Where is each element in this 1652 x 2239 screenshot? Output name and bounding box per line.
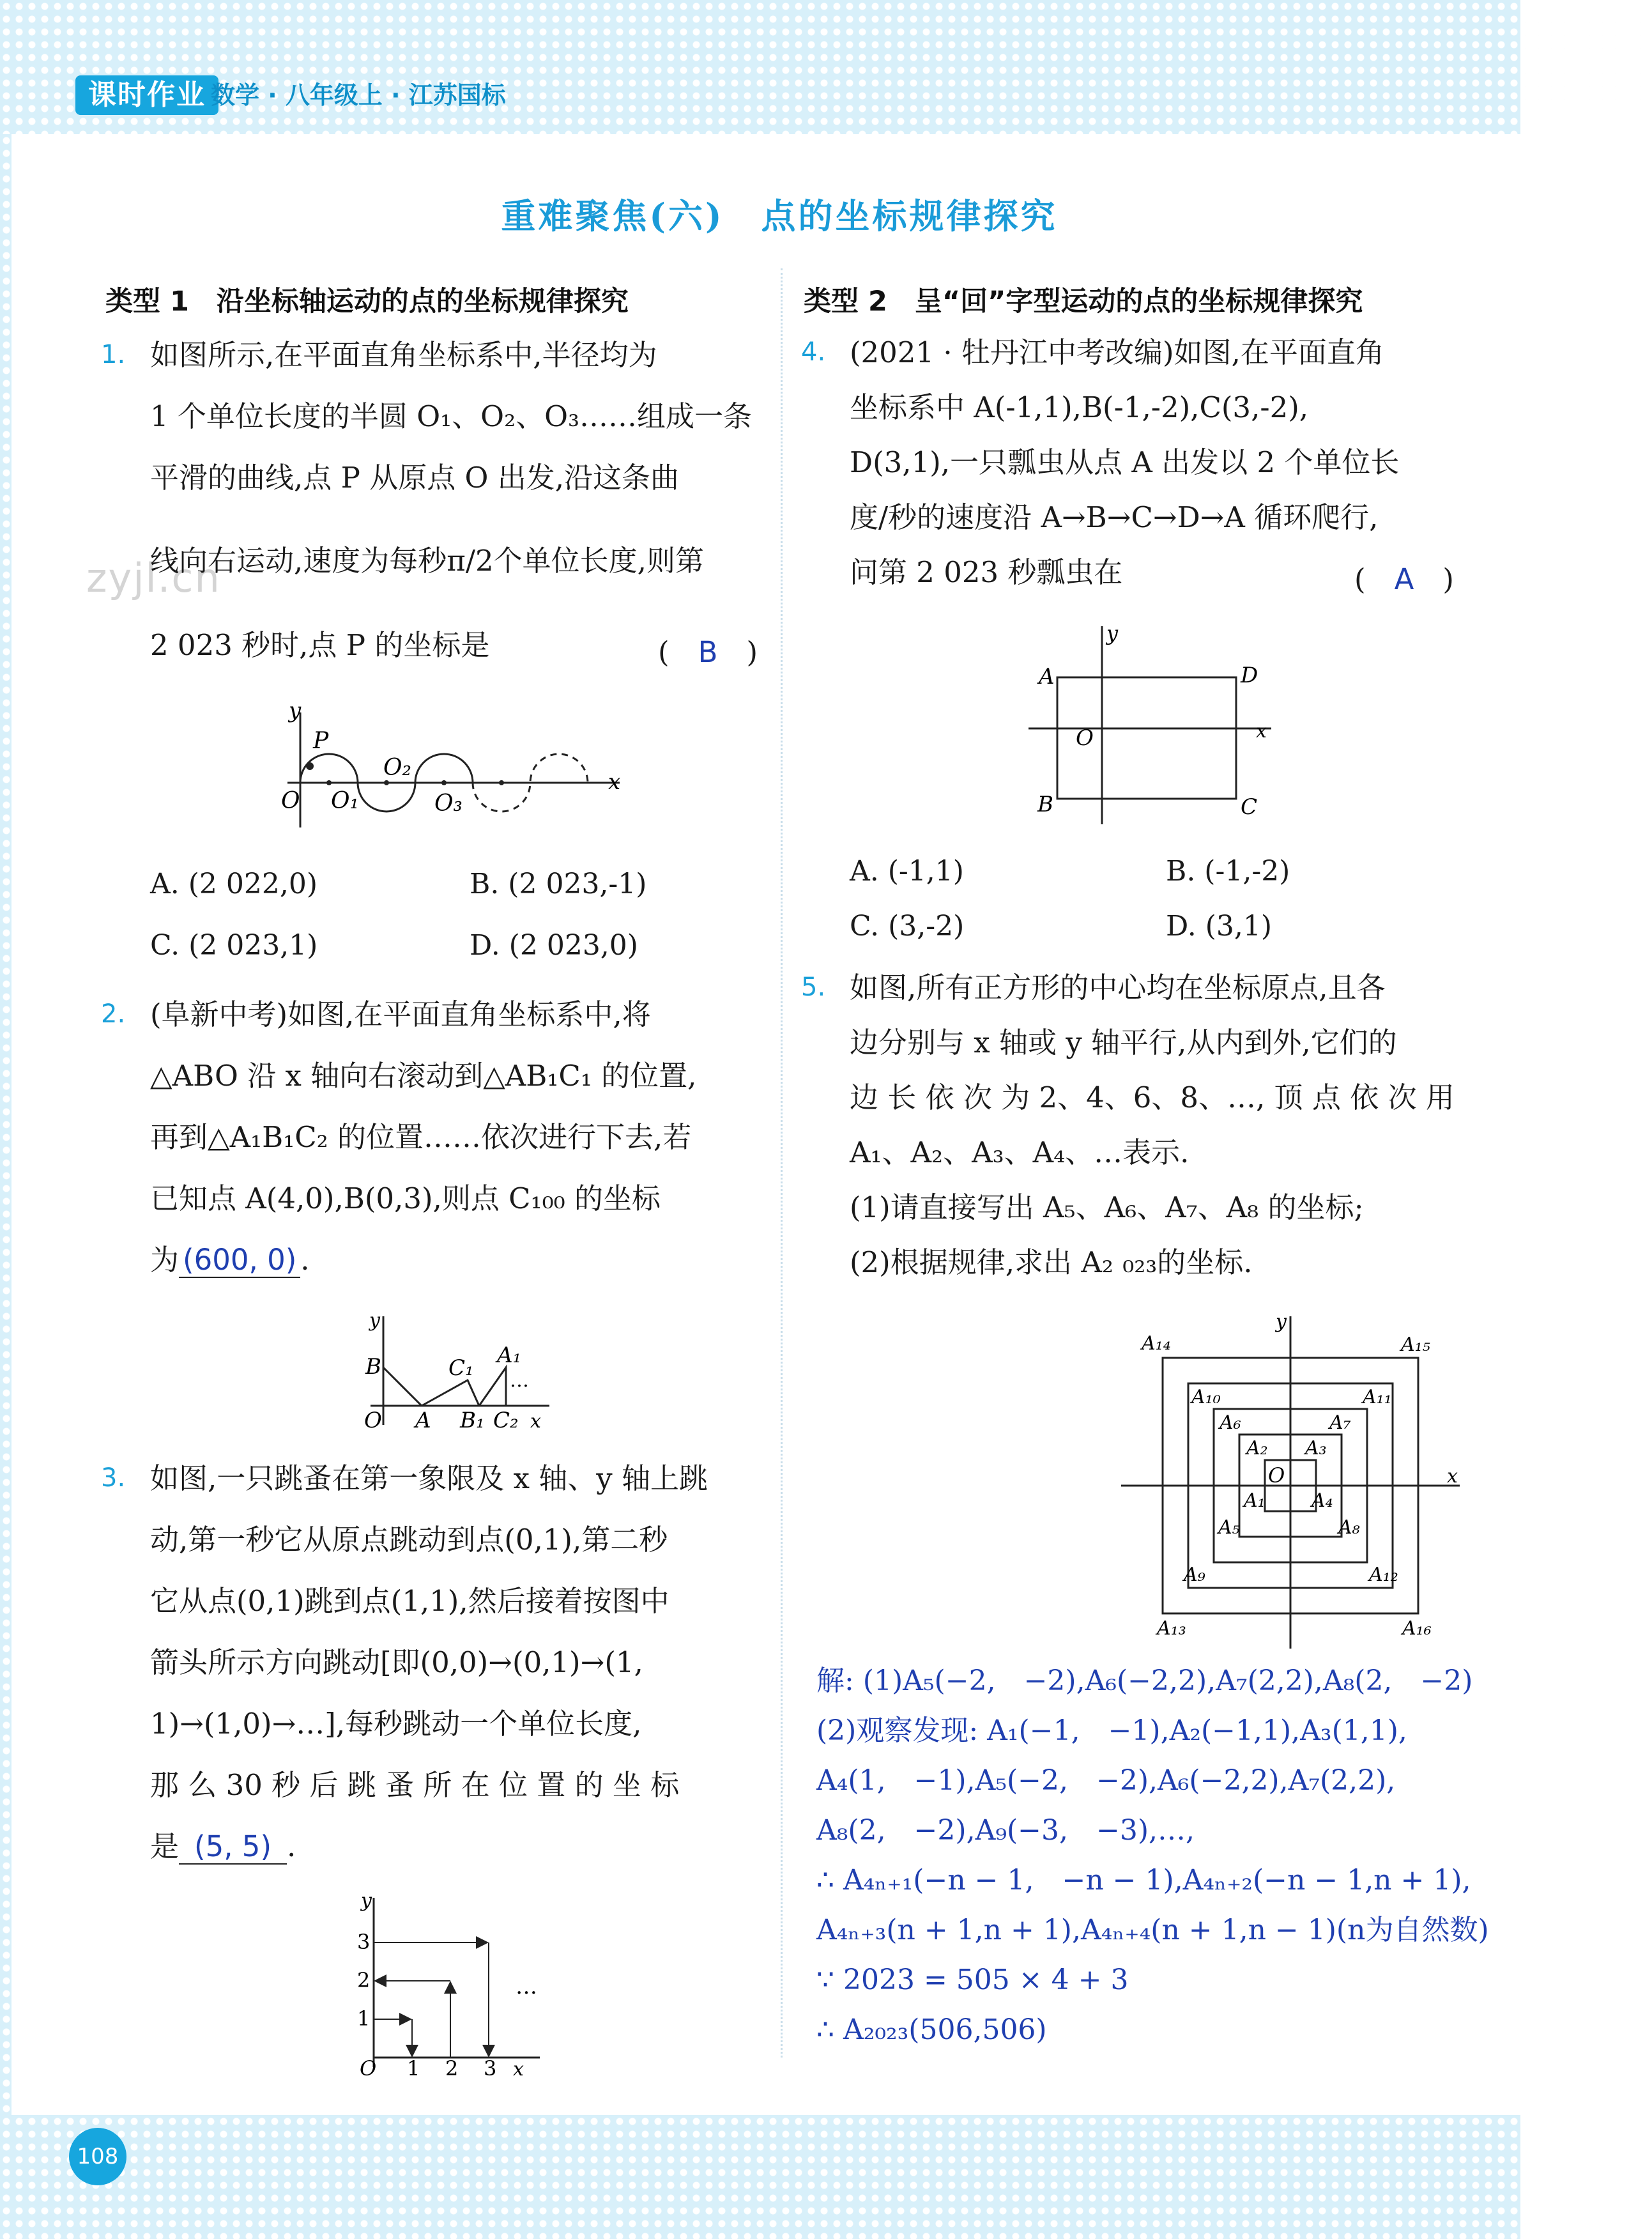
type1-heading: 类型 1 沿坐标轴运动的点的坐标规律探究 <box>105 286 629 318</box>
q3-fig-y: y <box>361 1889 372 1912</box>
q5-fig-a13: A₁₃ <box>1157 1617 1186 1640</box>
q3-fig-x2: 2 <box>445 2056 459 2077</box>
q5-fig-o: O <box>1268 1463 1285 1488</box>
q1-line-5: 2 023 秒时,点 P 的坐标是 <box>150 628 490 662</box>
q5-line-2: 边分别与 x 轴或 y 轴平行,从内到外,它们的 <box>850 1026 1397 1059</box>
q1-line-1: 如图所示,在平面直角坐标系中,半径均为 <box>150 338 657 372</box>
q1-fig-o: O <box>281 788 300 814</box>
q2-figure <box>358 1304 562 1431</box>
q5-solution-line-6: A₄ₙ₊₃(n + 1,n + 1),A₄ₙ₊₄(n + 1,n − 1)(n为自然数) <box>816 1914 1489 1946</box>
q3-line-5: 1)→(1,0)→…],每秒跳动一个单位长度, <box>150 1707 642 1741</box>
q5-fig-x: x <box>1447 1465 1458 1488</box>
q1-fig-y: y <box>289 700 302 723</box>
q2-line-2: △ABO 沿 x 轴向右滚动到△AB₁C₁ 的位置, <box>150 1059 697 1093</box>
q5-fig-a1: A₁ <box>1244 1489 1266 1512</box>
q5-fig-a2: A₂ <box>1246 1437 1268 1459</box>
q1-line-3: 平滑的曲线,点 P 从原点 O 出发,沿这条曲 <box>150 461 679 495</box>
q2-fig-x: x <box>530 1410 541 1431</box>
footer-band <box>0 2115 1520 2239</box>
q1-figure <box>275 700 632 840</box>
q4-option-c[interactable]: C. (3,-2) <box>850 910 965 943</box>
header-band-right <box>1520 0 1652 134</box>
q4-line-4: 度/秒的速度沿 A→B→C→D→A 循环爬行, <box>850 500 1379 534</box>
q5-line-3: 边 长 依 次 为 2、4、6、8、…, 顶 点 依 次 用 <box>850 1081 1455 1114</box>
q3-line-7-text: 是 <box>150 1829 180 1863</box>
q5-fig-a8: A₈ <box>1338 1516 1360 1539</box>
q2-fig-c2: C₂ <box>493 1408 519 1431</box>
q5-fig-a11: A₁₁ <box>1363 1386 1392 1408</box>
q3-fig-x: x <box>513 2058 524 2077</box>
page-title: 重难聚焦(六) 点的坐标规律探究 <box>501 196 1058 236</box>
q2-line-5: 为 (600, 0) . <box>150 1243 310 1277</box>
q2-line-1: (阜新中考)如图,在平面直角坐标系中,将 <box>150 997 651 1031</box>
q2-fig-a1: A₁ <box>497 1343 522 1368</box>
q1-fig-o1: O₁ <box>331 788 359 814</box>
q2-fig-b1: B₁ <box>460 1408 485 1431</box>
q5-fig-a7: A₇ <box>1329 1412 1351 1434</box>
q3-fig-y3: 3 <box>357 1930 371 1954</box>
q4-line-1: (2021 · 牡丹江中考改编)如图,在平面直角 <box>850 335 1384 369</box>
q2-line-5-text: 为 <box>150 1243 180 1277</box>
q5-line-5: (1)请直接写出 A₅、A₆、A₇、A₈ 的坐标; <box>850 1190 1364 1224</box>
q1-option-c[interactable]: C. (2 023,1) <box>150 929 318 962</box>
q4-fig-c: C <box>1241 794 1258 820</box>
q5-figure <box>1108 1310 1466 1655</box>
q1-fig-o3: O₃ <box>434 790 463 817</box>
q4-fig-d: D <box>1241 663 1258 688</box>
q4-line-2: 坐标系中 A(-1,1),B(-1,-2),C(3,-2), <box>850 390 1309 424</box>
q5-fig-a5: A₅ <box>1218 1516 1240 1539</box>
q2-fig-o: O <box>364 1408 382 1431</box>
q4-answer-bracket: ( A ) <box>1354 562 1454 596</box>
q1-answer-bracket: ( B ) <box>658 635 758 669</box>
q1-option-b[interactable]: B. (2 023,-1) <box>470 868 647 900</box>
q3-fig-y1: 1 <box>357 2006 371 2031</box>
q4-figure <box>1016 620 1284 831</box>
q3-number: 3. <box>101 1463 126 1493</box>
q3-line-4: 箭头所示方向跳动[即(0,0)→(0,1)→(1, <box>150 1645 643 1679</box>
q3-line-7: 是 (5, 5) . <box>150 1829 296 1863</box>
q3-line-6: 那 么 30 秒 后 跳 蚤 所 在 位 置 的 坐 标 <box>150 1768 680 1802</box>
q5-solution-line-2: (2)观察发现: A₁(−1, −1),A₂(−1,1),A₃(1,1), <box>816 1714 1407 1747</box>
q4-fig-y: y <box>1106 621 1119 645</box>
q5-fig-a14: A₁₄ <box>1142 1332 1171 1355</box>
q5-solution-line-3: A₄(1, −1),A₅(−2, −2),A₆(−2,2),A₇(2,2), <box>816 1764 1396 1797</box>
q3-line-1: 如图,一只跳蚤在第一象限及 x 轴、y 轴上跳 <box>150 1461 708 1495</box>
q3-fig-o: O <box>360 2056 377 2077</box>
q5-fig-a6: A₆ <box>1220 1412 1241 1434</box>
q4-fig-x: x <box>1256 720 1267 742</box>
q5-solution-line-1: 解: (1)A₅(−2, −2),A₆(−2,2),A₇(2,2),A₈(2, −2) <box>816 1665 1473 1697</box>
q4-fig-a: A <box>1039 664 1055 689</box>
q3-figure <box>348 1885 578 2077</box>
q1-option-d[interactable]: D. (2 023,0) <box>470 929 638 962</box>
q5-solution-line-4: A₈(2, −2),A₉(−3, −3),…, <box>816 1814 1195 1847</box>
q2-line-4: 已知点 A(4,0),B(0,3),则点 C₁₀₀ 的坐标 <box>150 1181 661 1215</box>
q3-fig-y2: 2 <box>357 1968 371 1992</box>
q5-fig-a16: A₁₆ <box>1402 1617 1432 1640</box>
q5-fig-y: y <box>1276 1311 1287 1333</box>
q1-line-4: 线向右运动,速度为每秒π/2个单位长度,则第 <box>150 544 704 578</box>
q1-fig-p: P <box>313 728 329 754</box>
q1-line-2: 1 个单位长度的半圆 O₁、O₂、O₃……组成一条 <box>150 399 753 433</box>
q4-line-3: D(3,1),一只瓢虫从点 A 出发以 2 个单位长 <box>850 445 1400 479</box>
q5-fig-a4: A₄ <box>1312 1489 1333 1512</box>
column-divider <box>781 268 783 2058</box>
q4-option-d[interactable]: D. (3,1) <box>1166 910 1272 943</box>
left-strip <box>0 134 11 2115</box>
q4-answer: A <box>1394 562 1414 596</box>
q5-line-6: (2)根据规律,求出 A₂ ₀₂₃的坐标. <box>850 1245 1253 1279</box>
q5-solution-line-7: ∵ 2023 = 505 × 4 + 3 <box>816 1964 1129 1996</box>
q3-fig-x3: 3 <box>484 2056 497 2077</box>
q4-number: 4. <box>801 337 826 367</box>
q1-answer: B <box>698 635 718 669</box>
q2-fig-a: A <box>415 1408 431 1431</box>
q2-fig-y: y <box>369 1309 380 1332</box>
q1-option-a[interactable]: A. (2 022,0) <box>150 868 318 900</box>
q5-fig-a9: A₉ <box>1184 1564 1205 1586</box>
q4-line-5: 问第 2 023 秒瓢虫在 <box>850 555 1123 589</box>
q2-line-3: 再到△A₁B₁C₂ 的位置……依次进行下去,若 <box>150 1120 692 1154</box>
watermark: zyjl.cn <box>86 555 221 601</box>
q1-fig-o2: O₂ <box>383 755 411 781</box>
q5-fig-a3: A₃ <box>1305 1437 1327 1459</box>
q5-number: 5. <box>801 973 826 1002</box>
q3-fig-x1: 1 <box>407 2056 420 2077</box>
q2-fig-c1: C₁ <box>448 1355 474 1381</box>
q2-answer: (600, 0) <box>179 1243 300 1278</box>
q3-answer: (5, 5) <box>179 1829 287 1865</box>
book-logo: 课时作业 <box>75 75 218 115</box>
q5-fig-a10: A₁₀ <box>1191 1386 1221 1408</box>
q5-solution-line-5: ∴ A₄ₙ₊₁(−n − 1, −n − 1),A₄ₙ₊₂(−n − 1,n + 1), <box>816 1864 1471 1897</box>
q4-option-a[interactable]: A. (-1,1) <box>850 855 964 888</box>
q5-fig-a12: A₁₂ <box>1369 1564 1398 1586</box>
q5-solution-line-8: ∴ A₂₀₂₃(506,506) <box>816 2013 1047 2046</box>
q2-number: 2. <box>101 999 126 1029</box>
book-subtitle: 数学 · 八年级上 · 江苏国标 <box>211 81 506 109</box>
q5-line-4: A₁、A₂、A₃、A₄、…表示. <box>850 1135 1189 1169</box>
q5-fig-a15: A₁₅ <box>1401 1334 1430 1356</box>
q2-fig-b: B <box>365 1354 381 1380</box>
q4-fig-b: B <box>1037 792 1053 817</box>
q1-fig-x: x <box>608 769 621 795</box>
q2-fig-dots: … <box>510 1369 529 1392</box>
q5-line-1: 如图,所有正方形的中心均在坐标原点,且各 <box>850 971 1386 1004</box>
q3-line-3: 它从点(0,1)跳到点(1,1),然后接着按图中 <box>150 1584 669 1618</box>
q3-fig-dots: … <box>516 1974 537 1999</box>
page-number: 108 <box>69 2128 126 2185</box>
q4-fig-o: O <box>1076 725 1094 751</box>
q3-line-2: 动,第一秒它从原点跳动到点(0,1),第二秒 <box>150 1523 668 1557</box>
q1-number: 1. <box>101 340 126 369</box>
type2-heading: 类型 2 呈“回”字型运动的点的坐标规律探究 <box>804 286 1363 318</box>
q4-option-b[interactable]: B. (-1,-2) <box>1166 855 1290 888</box>
